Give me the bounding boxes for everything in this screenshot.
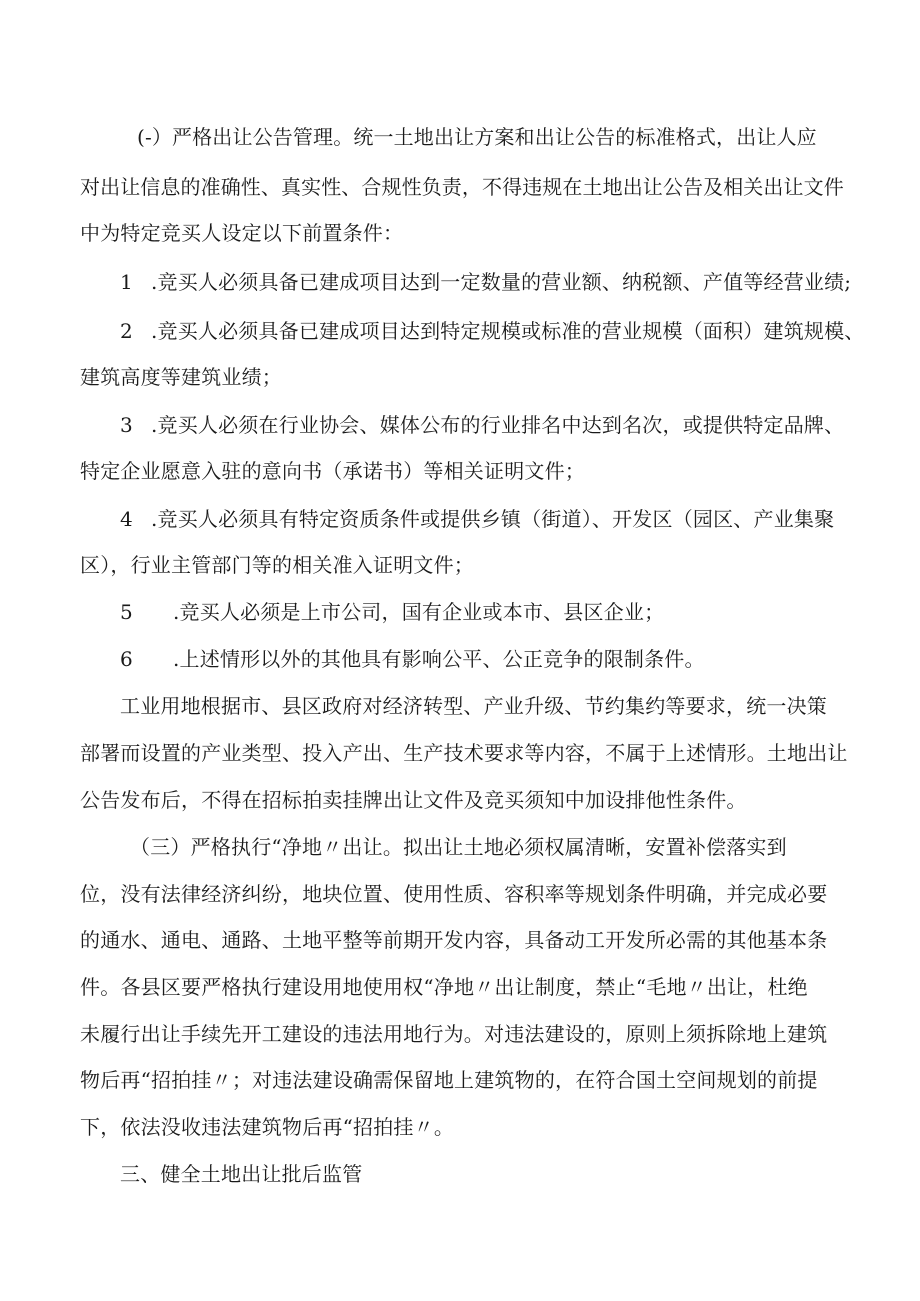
condition-item-5 <box>120 598 664 626</box>
paragraph-section-one-line-2: 对出让信息的准确性、真实性、合规性负责，不得违规在土地出让公告及相关出让文件 <box>80 175 844 199</box>
condition-number: 2 <box>120 319 133 343</box>
condition-item-3-continuation: 特定企业愿意入驻的意向书（承诺书）等相关证明文件； <box>80 459 585 483</box>
condition-item-1 <box>120 268 851 296</box>
paragraph-section-one-line-3: 中为特定竞买人设定以下前置条件： <box>80 221 404 245</box>
condition-item-3 <box>120 411 844 439</box>
condition-item-2-continuation: 建筑高度等建筑业绩； <box>80 365 282 389</box>
condition-text: .竞买人必须具备已建成项目达到特定规模或标准的营业规模（面积）建筑规模、 <box>150 319 865 343</box>
section-three-line-4: 件。各县区要严格执行建设用地使用权“净地〃出让制度，禁止“毛地〃出让，杜绝 <box>80 975 808 999</box>
condition-number: 6 <box>120 647 133 671</box>
section-three-line-7: 下，依法没收违法建筑物后再“招拍挂〃。 <box>80 1115 455 1139</box>
condition-item-4-continuation: 区），行业主管部门等的相关准入证明文件； <box>80 553 474 577</box>
section-heading-three: 三、健全土地出让批后监管 <box>120 1162 363 1186</box>
condition-number: 3 <box>120 413 133 437</box>
condition-number: 4 <box>120 507 133 531</box>
condition-text: .竞买人必须是上市公司，国有企业或本市、县区企业； <box>172 600 665 624</box>
section-three-line-3: 的通水、通电、通路、土地平整等前期开发内容，具备动工开发所必需的其他基本条 <box>80 928 828 952</box>
condition-text: .竞买人必须具备已建成项目达到一定数量的营业额、纳税额、产值等经营业绩; <box>150 270 852 294</box>
condition-item-4 <box>120 505 834 533</box>
condition-text: .上述情形以外的其他具有影响公平、公正竞争的限制条件。 <box>172 647 705 671</box>
condition-text: .竞买人必须在行业协会、媒体公布的行业排名中达到名次，或提供特定品牌、 <box>150 413 845 437</box>
section-three-line-1: （三）严格执行“净地〃出让。拟出让土地必须权属清晰，安置补偿落实到 <box>130 835 787 859</box>
condition-item-2 <box>120 317 865 345</box>
condition-number: 1 <box>120 270 133 294</box>
section-three-line-2: 位，没有法律经济纠纷，地块位置、使用性质、容积率等规划条件明确，并完成必要 <box>80 882 828 906</box>
industrial-note-line-1: 工业用地根据市、县区政府对经济转型、产业升级、节约集约等要求，统一决策 <box>120 694 827 718</box>
condition-item-6 <box>120 645 705 673</box>
industrial-note-line-2: 部署而设置的产业类型、投入产出、生产技术要求等内容，不属于上述情形。土地出让 <box>80 741 848 765</box>
section-three-line-6: 物后再“招拍挂〃；对违法建设确需保留地上建筑物的，在符合国土空间规划的前提 <box>80 1068 818 1092</box>
condition-text: .竞买人必须具有特定资质条件或提供乡镇（街道）、开发区（园区、产业集聚 <box>150 507 835 531</box>
condition-number: 5 <box>120 600 133 624</box>
paragraph-section-one-line-1: (-）严格出让公告管理。统一土地出让方案和出让公告的标准格式，出让人应 <box>137 125 817 149</box>
industrial-note-line-3: 公告发布后，不得在招标拍卖挂牌出让文件及竞买须知中加设排他性条件。 <box>80 788 747 812</box>
section-three-line-5: 未履行出让手续先开工建设的违法用地行为。对违法建设的，原则上须拆除地上建筑 <box>80 1022 828 1046</box>
